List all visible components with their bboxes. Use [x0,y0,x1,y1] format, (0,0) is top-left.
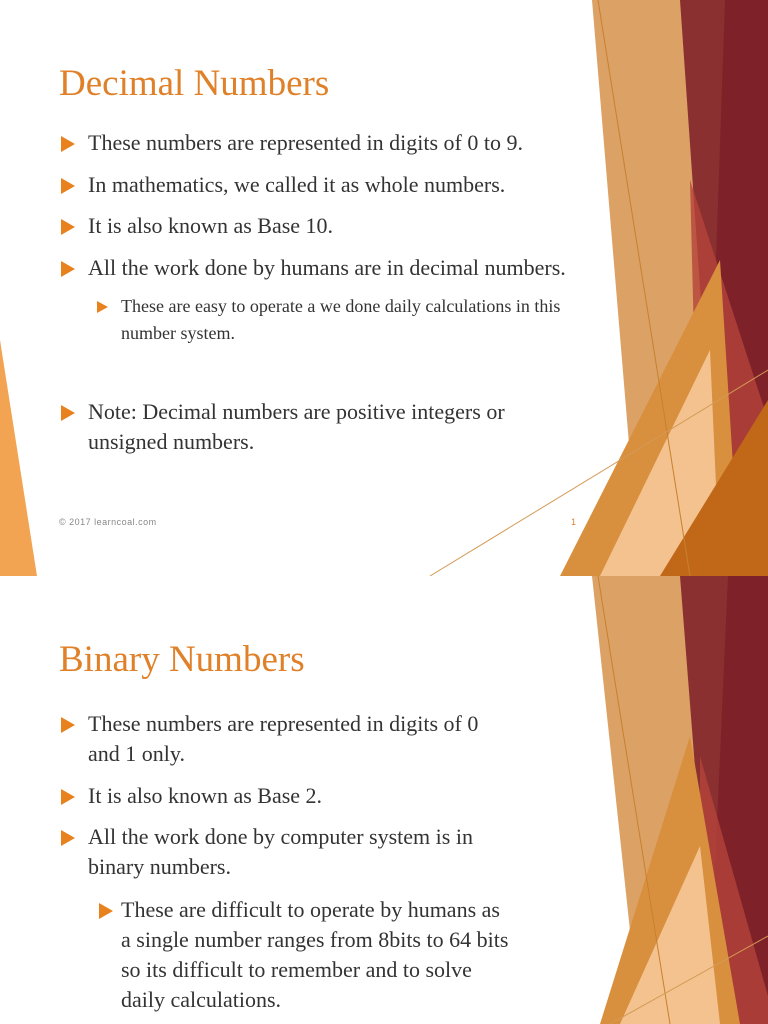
slide-binary-numbers [0,576,768,1024]
bullet-text: It is also known as Base 2. [88,783,323,808]
note-line: Note: Decimal numbers are positive integers or [88,399,505,424]
bullet-text [88,822,473,882]
bullet-arrow-icon [61,178,75,194]
slide-title: Binary Numbers [59,639,305,680]
sub-bullet-line: number system. [121,323,235,343]
bullet-text: It is also known as Base 10. [88,213,334,238]
bullet-line: and 1 only. [88,741,185,766]
bullet-arrow-icon [61,405,75,421]
bullet-arrow-icon [61,261,75,277]
sub-bullet-arrow-icon [97,301,108,313]
bullet-line: All the work done by computer system is in [88,824,473,849]
bullet-arrow-icon [61,136,75,152]
bullet-text [88,709,478,769]
sub-bullet-line: daily calculations. [121,987,282,1012]
note-line: unsigned numbers. [88,429,255,454]
bullet-arrow-icon [61,789,75,805]
slide-number: 1 [571,517,577,527]
bullet-text: All the work done by humans are in decimal numbers. [88,255,566,280]
sub-bullet-line: so its difficult to remember and to solve [121,957,472,982]
sub-bullet-text [121,293,560,347]
sub-bullet-arrow-icon [99,903,113,919]
sub-bullet-text [121,895,508,1015]
bullet-line: binary numbers. [88,854,231,879]
bullet-arrow-icon [61,830,75,846]
note-text [88,397,505,457]
sub-bullet-line: These are difficult to operate by humans as [121,897,500,922]
slide-title: Decimal Numbers [59,63,330,104]
bullet-text: These numbers are represented in digits of 0 to 9. [88,130,523,155]
sub-bullet-line: a single number ranges from 8bits to 64 bits [121,927,509,952]
bullet-text: In mathematics, we called it as whole numbers. [88,172,506,197]
sub-bullet-line: These are easy to operate a we done daily calculations in this [121,296,561,316]
bullet-arrow-icon [61,717,75,733]
bullet-arrow-icon [61,219,75,235]
bullet-line: These numbers are represented in digits of 0 [88,711,479,736]
footer-copyright: © 2017 learncoal.com [59,517,157,527]
